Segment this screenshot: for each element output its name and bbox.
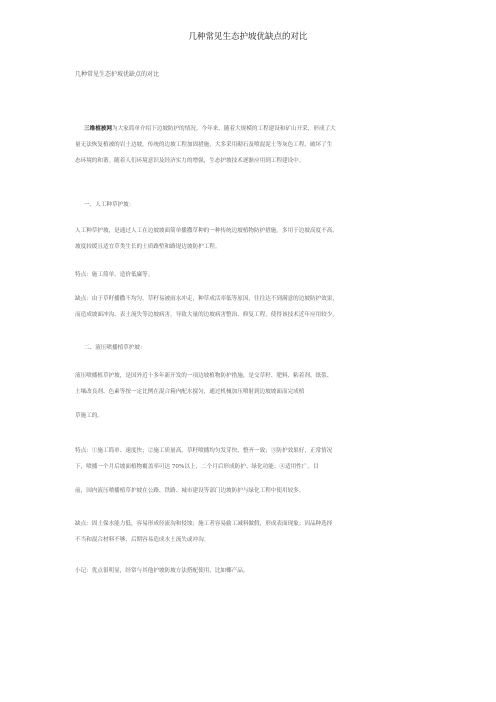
summary-paragraph (75, 566, 431, 576)
s2-pros-line-1: 特点：①施工简单、速度快；②施工质量高，草籽喷播均匀发芽快、整齐一致；③防护效果好，正常情况 (75, 448, 333, 454)
intro-line-3: 态环境的和谐。随着人们环境意识及经济实力的增强，生态护坡技术逐渐应用到工程建设中。 (75, 158, 305, 164)
s1-desc-line-2: 坡度较缓且适宜草类生长的土质路堑和路堤边坡防护工程。 (75, 244, 221, 250)
section-2-pros (75, 446, 431, 496)
section-1-description (75, 226, 431, 252)
section-1-cons (75, 294, 431, 320)
intro-line-2: 量无法恢复植被的岩土边坡。传统的边坡工程加固措施，大多采用砌石及喷混泥土等灰色工程，破坏了生 (75, 142, 333, 148)
s2-desc-line-3: 草施工的。 (75, 413, 103, 419)
s2-cons-line-2: 不当和混合材料不够，后期容易造成水土流失或冲沟。 (75, 537, 210, 543)
section-2-cons (75, 519, 431, 545)
section-1-heading-text: 一、人工种草护坡： (84, 202, 135, 208)
s1-desc-line-1: 人工种草护坡，是通过人工在边坡坡面简单播撒草种的一种传统边坡植物防护措施。多用于边坡高度不高、 (75, 228, 338, 234)
s2-desc-line-1: 液压喷播植草护坡，是国外近十多年新开发的一项边坡植物防护措施，是交草籽、肥料、粘着剂、纸浆、 (75, 373, 333, 379)
s1-cons-line-1: 缺点：由于草籽播撒不均匀，草籽易被雨水冲走，种草成活率低等原因，往往达不到满意的边坡防护效果， (75, 296, 338, 302)
intro-line-1 (75, 124, 431, 134)
section-1-heading (75, 200, 431, 210)
section-1-pros (75, 270, 431, 280)
s2-cons-line-1: 缺点：固土保水能力低，容易形成径流沟和侵蚀；施工者容易偷工减料做假，形成表面现象；因品种选择 (75, 521, 333, 527)
section-2-heading-text: 二、液压喷播植草护坡： (84, 345, 146, 351)
s2-pros-line-2: 下，喷播一个月后坡面植物覆盖率可达 70%以上，二个月后形成防护、绿化功能；④适用性广。目 (75, 464, 319, 470)
s2-desc-line-2: 土壤改良剂、色素等按一定比例在混合箱内配水搅匀，通过机械加压喷射到边坡坡面而完成植 (75, 389, 305, 395)
document-title: 几种常见生态护坡优缺点的对比 (188, 32, 308, 42)
summary-text: 小记：优点很明显，经常与其他护坡防坡方法搭配使用，比如椰产品。 (75, 568, 249, 574)
intro-line-1-text: 为大家简单介绍下边坡防护的情况。今年来，随着大规模的工程建设和矿山开采，形成了大 (111, 126, 336, 132)
s2-pros-line-3: 前，国内液压喷播植草护坡在公路、铁路、城市建设等部门边坡防护与绿化工程中使用较多。 (75, 488, 305, 494)
section-2-description (75, 371, 431, 421)
section-2-heading (75, 343, 431, 353)
s1-cons-line-2: 而造成坡面冲沟、表土流失等边坡病害，导致大量的边坡病害整治、修复工程，使得该技术近年应用较少。 (75, 312, 338, 318)
document-subtitle: 几种常见生态护坡优缺点的对比 (75, 71, 160, 78)
intro-keyword: 三维植被网 (84, 126, 112, 132)
s1-pros-text: 特点：施工简单、造价低廉等。 (75, 272, 154, 278)
intro-paragraph (75, 124, 431, 166)
